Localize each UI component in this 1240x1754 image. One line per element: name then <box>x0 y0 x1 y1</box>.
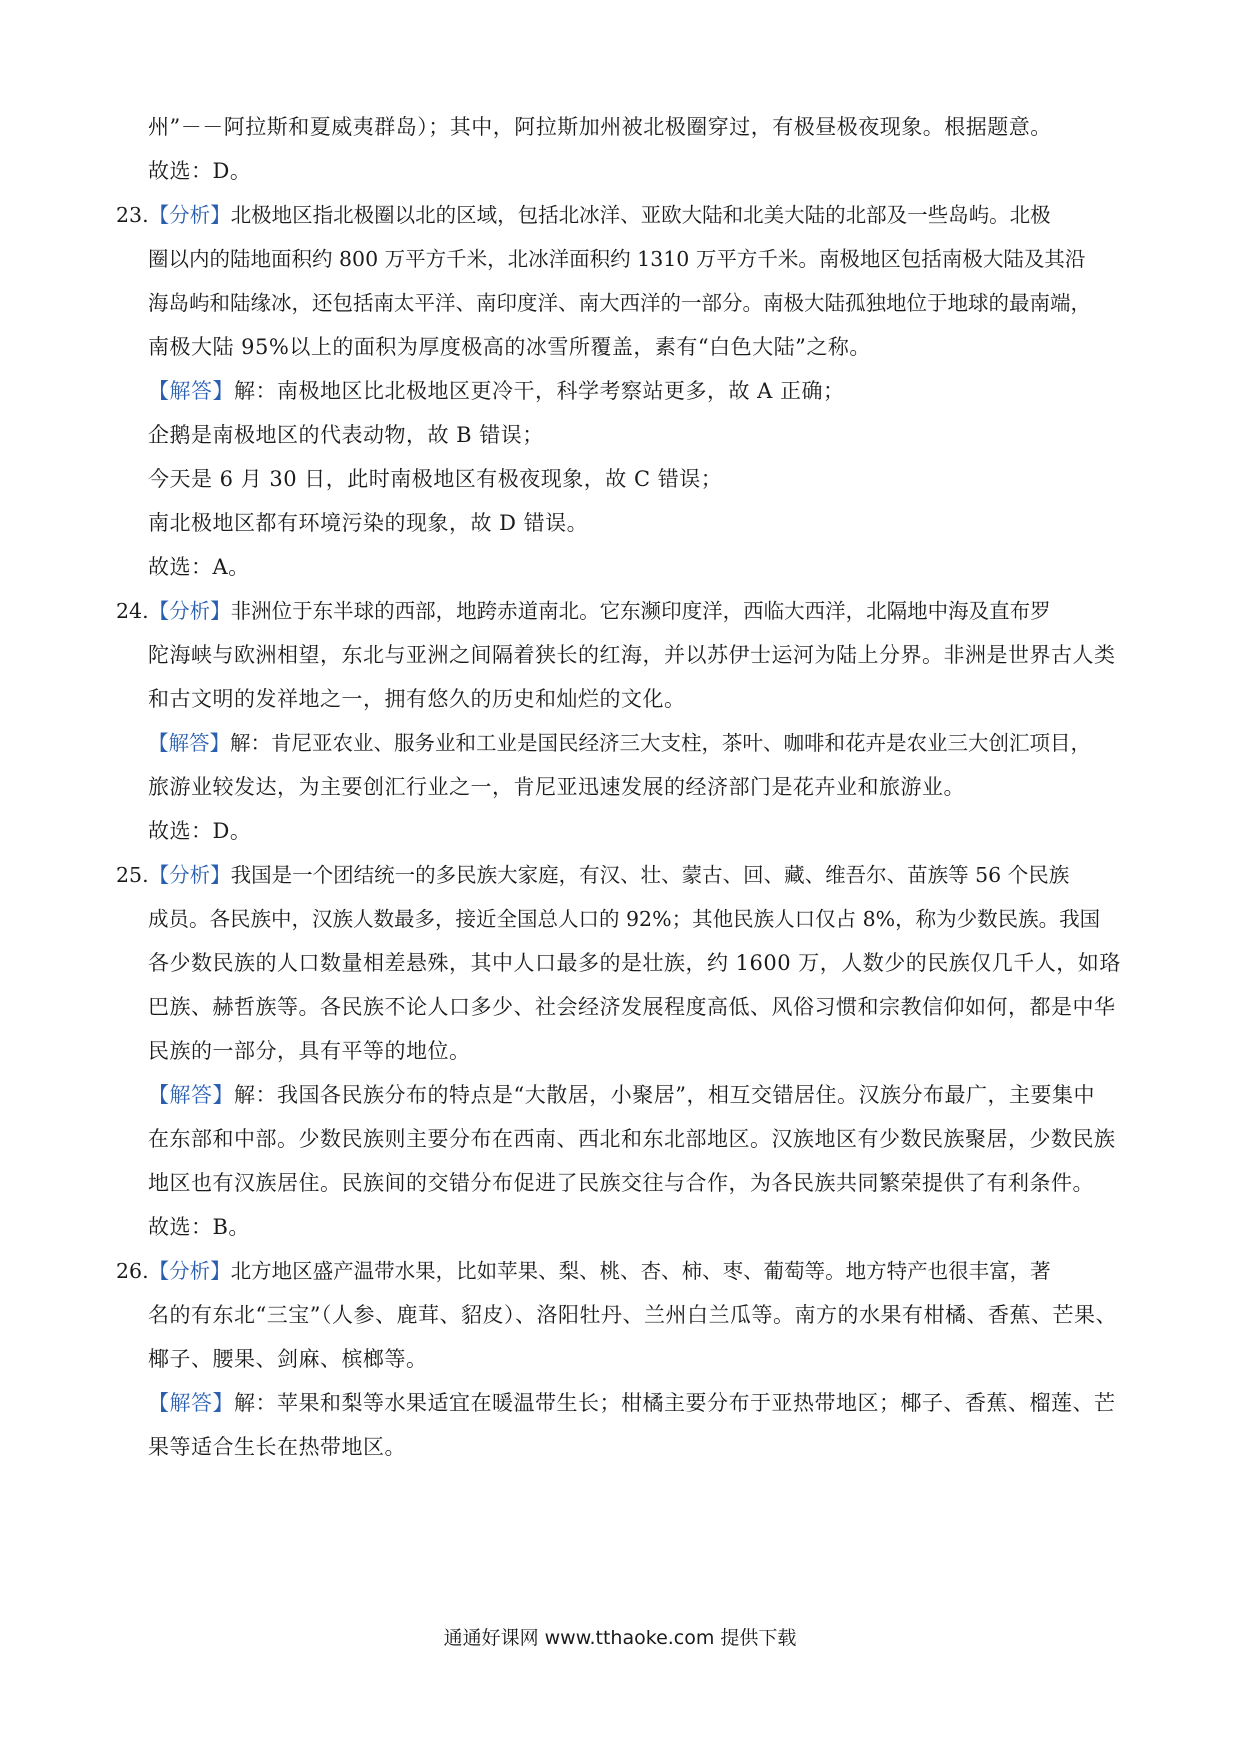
question-25-analysis: 25.【分析】我国是一个团结统一的多民族大家庭，有汉、壮、蒙古、回、藏、维吾尔、苗族等 56 个民族 <box>116 863 1070 887</box>
text-line: 巴族、赫哲族等。各民族不论人口多少、社会经济发展程度高低、风俗习惯和宗教信仰如何，都是中华 <box>148 995 1116 1019</box>
text-line: 陀海峡与欧洲相望，东北与亚洲之间隔着狭长的红海，并以苏伊士运河为陆上分界。非洲是世界古人类 <box>148 643 1116 667</box>
question-23-answer: 【解答】解：南极地区比北极地区更冷干，科学考察站更多，故 A 正确； <box>148 379 845 403</box>
question-23-analysis: 23.【分析】北极地区指北极圈以北的区域，包括北冰洋、亚欧大陆和北美大陆的北部及一些岛屿。北极 <box>116 203 1051 227</box>
analysis-tag: 【分析】 <box>148 599 231 623</box>
text-line: 和古文明的发祥地之一，拥有悠久的历史和灿烂的文化。 <box>148 687 686 711</box>
analysis-tag: 【分析】 <box>148 1259 231 1283</box>
answer-tag: 【解答】 <box>148 731 230 755</box>
text-line: 地区也有汉族居住。民族间的交错分布促进了民族交往与合作，为各民族共同繁荣提供了有利条件。 <box>148 1171 1094 1195</box>
text-line: 海岛屿和陆缘冰，还包括南太平洋、南印度洋、南大西洋的一部分。南极大陆孤独地位于地球的最南端， <box>148 291 1091 315</box>
text-line: 故选：D。 <box>148 819 252 843</box>
text-line: 故选：A。 <box>148 555 250 579</box>
question-26-analysis: 26.【分析】北方地区盛产温带水果，比如苹果、梨、桃、杏、柿、枣、葡萄等。地方特产也很丰富，著 <box>116 1259 1051 1283</box>
footer-watermark: 通通好课网 www.tthaoke.com 提供下载 <box>443 1627 797 1649</box>
text-line: 故选：B。 <box>148 1215 250 1239</box>
text-line: 南北极地区都有环境污染的现象，故 D 错误。 <box>148 511 589 535</box>
question-24-analysis: 24.【分析】非洲位于东半球的西部，地跨赤道南北。它东濒印度洋，西临大西洋，北隔地中海及直布罗 <box>116 599 1051 623</box>
text-line: 在东部和中部。少数民族则主要分布在西南、西北和东北部地区。汉族地区有少数民族聚居，少数民族 <box>148 1127 1116 1151</box>
text-line: 州”－－阿拉斯和夏威夷群岛）；其中，阿拉斯加州被北极圈穿过，有极昼极夜现象。根据题意。 <box>148 115 1052 139</box>
text-line: 圈以内的陆地面积约 800 万平方千米，北冰洋面积约 1310 万平方千米。南极地区包括南极大陆及其沿 <box>148 247 1086 271</box>
answer-tag: 【解答】 <box>148 1391 234 1415</box>
text-line: 企鹅是南极地区的代表动物，故 B 错误； <box>148 423 544 447</box>
text-line: 故选：D。 <box>148 159 252 183</box>
text-line: 名的有东北“三宝”（人参、鹿茸、貂皮）、洛阳牡丹、兰州白兰瓜等。南方的水果有柑橘、香蕉、芒果、 <box>148 1303 1117 1327</box>
analysis-tag: 【分析】 <box>148 203 231 227</box>
question-26-answer: 【解答】解：苹果和梨等水果适宜在暖温带生长；柑橘主要分布于亚热带地区；椰子、香蕉、榴莲、芒 <box>148 1391 1116 1415</box>
question-25-answer: 【解答】解：我国各民族分布的特点是“大散居，小聚居”，相互交错居住。汉族分布最广，主要集中 <box>148 1083 1095 1107</box>
text-line: 旅游业较发达，为主要创汇行业之一，肯尼亚迅速发展的经济部门是花卉业和旅游业。 <box>148 775 965 799</box>
text-line: 成员。各民族中，汉族人数最多，接近全国总人口的 92%；其他民族人口仅占 8%，称为少数民族。我国 <box>148 907 1101 931</box>
answer-tag: 【解答】 <box>148 379 234 403</box>
text-line: 果等适合生长在热带地区。 <box>148 1435 406 1459</box>
question-24-answer: 【解答】解：肯尼亚农业、服务业和工业是国民经济三大支柱，茶叶、咖啡和花卉是农业三大创汇项目， <box>148 731 1091 755</box>
answer-tag: 【解答】 <box>148 1083 234 1107</box>
text-line: 椰子、腰果、剑麻、槟榔等。 <box>148 1347 428 1371</box>
text-line: 各少数民族的人口数量相差悬殊，其中人口最多的是壮族，约 1600 万，人数少的民族仅几千人，如珞 <box>148 951 1121 975</box>
analysis-tag: 【分析】 <box>148 863 231 887</box>
text-line: 南极大陆 95%以上的面积为厚度极高的冰雪所覆盖，素有“白色大陆”之称。 <box>148 335 871 359</box>
text-line: 今天是 6 月 30 日，此时南极地区有极夜现象，故 C 错误； <box>148 467 723 491</box>
text-line: 民族的一部分，具有平等的地位。 <box>148 1039 471 1063</box>
